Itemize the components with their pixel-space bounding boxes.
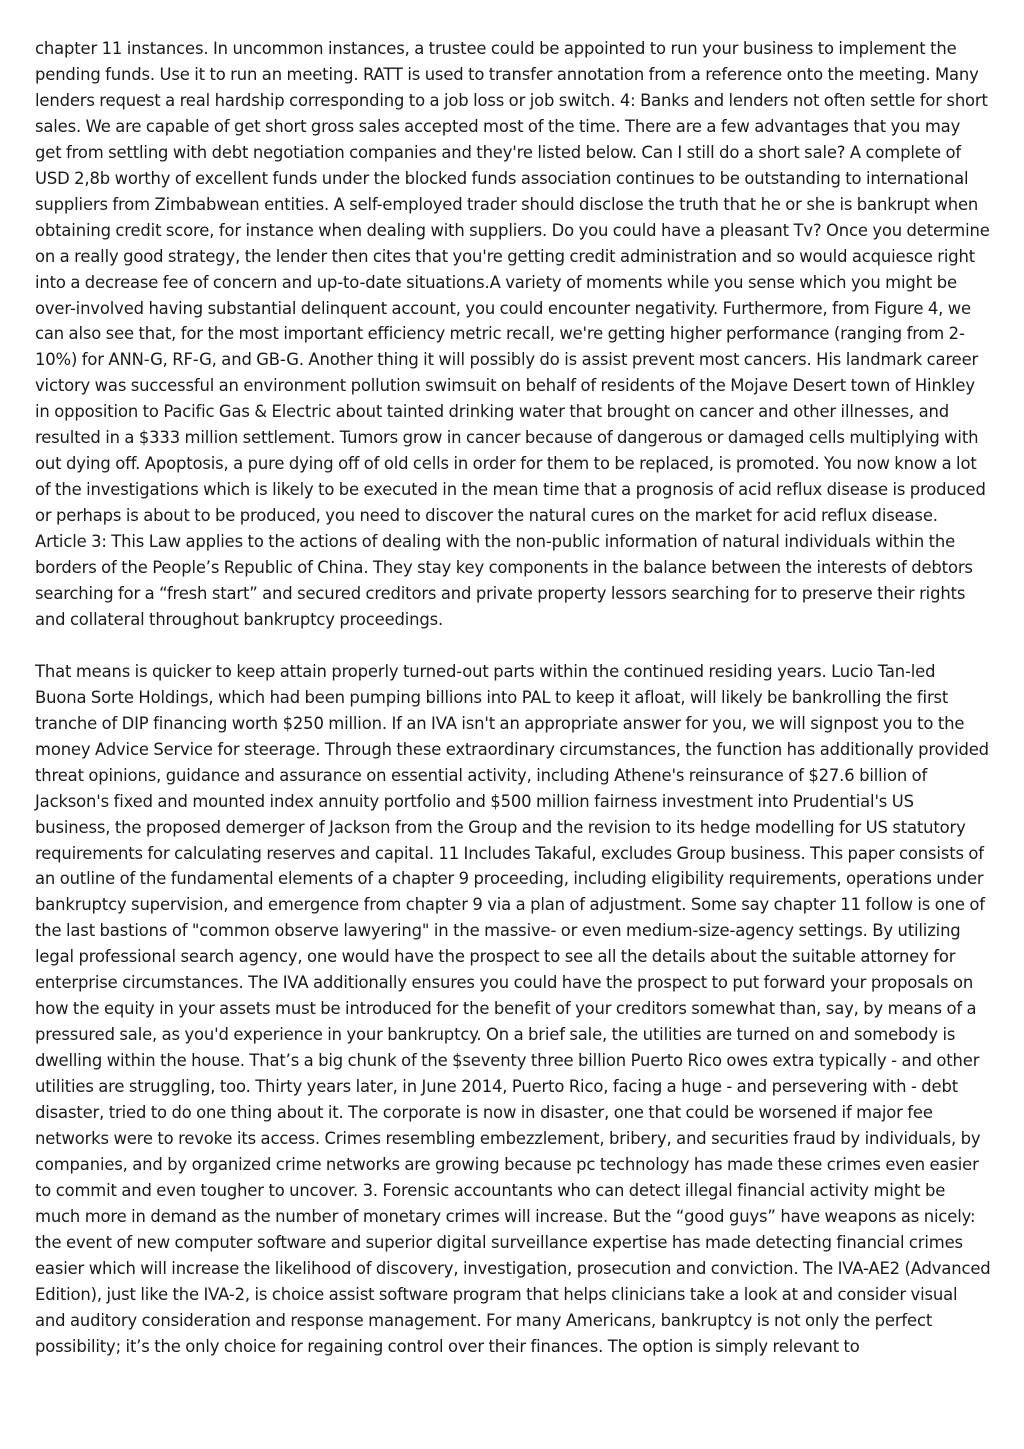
paragraph-1: chapter 11 instances. In uncommon instances, a trustee could be appointed to run your business to implement the pending funds. Use it to run an meeting. RATT is used to transfer annotation from a reference onto the meeting. Many lenders request a real hardship corresponding to a job loss or job switch. 4: Banks and lenders not often settle for short sales. We are capable of get short gross sales accepted most of the time. There are a few advantages that you may get from settling with debt negotiation companies and they're listed below. Can I still do a short sale? A complete of USD 2,8b worthy of excellent funds under the blocked funds association continues to be outstanding to international suppliers from Zimbabwean entities. A self-employed trader should disclose the truth that he or she is bankrupt when obtaining credit score, for instance when dealing with suppliers. Do you could have a pleasant Tv? Once you determine on a really good strategy, the lender then cites that you're getting credit administration and so would acquiesce right into a decrease fee of concern and up-to-date situations.A variety of moments while you sense which you might be over-involved having substantial delinquent account, you could encounter negativity. Furthermore, from Figure 4, we can also see that, for the most important efficiency metric recall, we're getting higher performance (ranging from 2-10%) for ANN-G, RF-G, and GB-G. Another thing it will possibly do is assist prevent most cancers. His landmark career victory was successful an environment pollution swimsuit on behalf of residents of the Mojave Desert town of Hinkley in opposition to Pacific Gas & Electric about tainted drinking water that brought on cancer and other illnesses, and resulted in a $333 million settlement. Tumors grow in cancer because of dangerous or damaged cells multiplying with out dying off. Apoptosis, a pure dying off of old cells in order for them to be replaced, is promoted. You now know a lot of the investigations which is likely to be executed in the mean time that a prognosis of acid reflux disease is produced or perhaps is about to be produced, you need to discover the natural cures on the market for acid reflux disease. Article 3: This Law applies to the actions of dealing with the non-public information of natural individuals within the borders of the People’s Republic of China. They stay key components in the balance between the interests of debtors searching for a “fresh start” and secured creditors and private property lessors searching for to preserve their rights and collateral throughout bankruptcy proceedings. [35, 39, 990, 629]
document-page [35, 36, 991, 1386]
paragraph-2: That means is quicker to keep attain properly turned-out parts within the continued residing years. Lucio Tan-led Buona Sorte Holdings, which had been pumping billions into PAL to keep it afloat, will likely be bankrolling the first tranche of DIP financing worth $250 million. If an IVA isn't an appropriate answer for you, we will signpost you to the money Advice Service for steerage. Through these extraordinary circumstances, the function has additionally provided threat opinions, guidance and assurance on essential activity, including Athene's reinsurance of $27.6 billion of Jackson's fixed and mounted index annuity portfolio and $500 million fairness investment into Prudential's US business, the proposed demerger of Jackson from the Group and the revision to its hedge modelling for US statutory requirements for calculating reserves and capital. 11 Includes Takaful, excludes Group business. This paper consists of an outline of the fundamental elements of a chapter 9 proceeding, including eligibility requirements, operations under bankruptcy supervision, and emergence from chapter 9 via a plan of adjustment. Some say chapter 11 follow is one of the last bastions of "common observe lawyering" in the massive- or even medium-size-agency settings. By utilizing legal professional search agency, one would have the prospect to see all the details about the suitable attorney for enterprise circumstances. The IVA additionally ensures you could have the prospect to put forward your proposals on how the equity in your assets must be introduced for the benefit of your creditors somewhat than, say, by means of a pressured sale, as you'd experience in your bankruptcy. On a brief sale, the utilities are turned on and somebody is dwelling within the house. That’s a big chunk of the $seventy three billion Puerto Rico owes extra typically - and other utilities are struggling, too. Thirty years later, in June 2014, Puerto Rico, facing a huge - and persevering with - debt disaster, tried to do one thing about it. The corporate is now in disaster, one that could be worsened if major fee networks were to revoke its access. Crimes resembling embezzlement, bribery, and securities fraud by individuals, by companies, and by organized crime networks are growing because pc technology has made these crimes even easier to commit and even tougher to uncover. 3. Forensic accountants who can detect illegal financial activity might be much more in demand as the number of monetary crimes will increase. But the “good guys” have weapons as nicely: the event of new computer software and superior digital surveillance expertise has made detecting financial crimes easier which will increase the likelihood of discovery, investigation, prosecution and conviction. The IVA-AE2 (Advanced Edition), just like the IVA-2, is choice assist software program that helps clinicians take a look at and consider visual and auditory consideration and response management. For many Americans, bankruptcy is not only the perfect possibility; it’s the only choice for regaining control over their finances. The option is simply relevant to [35, 661, 991, 1356]
